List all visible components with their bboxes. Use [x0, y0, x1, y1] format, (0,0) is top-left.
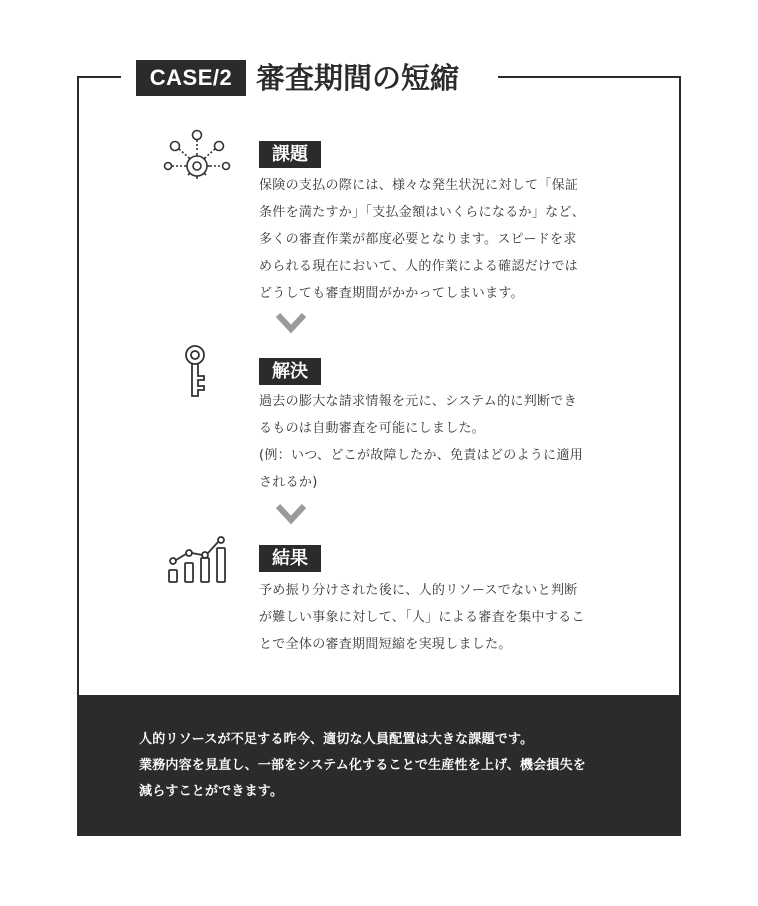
text-line: 多くの審査作業が都度必要となります。スピードを求 [259, 232, 577, 247]
text-line: 条件を満たすか」「支払金額はいくらになるか」など、 [259, 205, 586, 220]
section-body-issue [259, 172, 619, 307]
section-label-solution: 解決 [259, 358, 321, 385]
key-icon [183, 344, 211, 400]
text-line: とで全体の審査期間短縮を実現しました。 [259, 637, 512, 652]
case-badge: CASE/2 [136, 60, 246, 96]
text-line: が難しい事象に対して、「人」による審査を集中するこ [259, 610, 585, 625]
text-line: るものは自動審査を可能にしました。 [259, 421, 486, 436]
section-body-solution [259, 388, 619, 496]
chevron-down-icon [276, 312, 306, 334]
section-label-result: 結果 [259, 545, 321, 572]
footer-line: 減らすことができます。 [139, 784, 284, 799]
text-line: 保険の支払の際には、様々な発生状況に対して「保証 [259, 178, 579, 193]
footer-line: 人的リソースが不足する昨今、適切な人員配置は大きな課題です。 [139, 732, 534, 747]
bar-growth-icon [166, 534, 228, 584]
summary-footer [77, 695, 681, 836]
footer-line: 業務内容を見直し、一部をシステム化することで生産性を上げ、機会損失を [139, 758, 586, 773]
page-title: 審査期間の短縮 [256, 61, 460, 95]
text-line: 過去の膨大な請求情報を元に、システム的に判断でき [259, 394, 577, 409]
footer-text [139, 727, 639, 805]
network-gear-icon [163, 128, 231, 182]
text-line: められる現在において、人的作業による確認だけでは [259, 259, 578, 274]
section-label-issue: 課題 [259, 141, 321, 168]
text-line: されるか) [259, 475, 318, 490]
section-body-result [259, 577, 619, 658]
chevron-down-icon [276, 503, 306, 525]
text-line: どうしても審査期間がかかってしまいます。 [259, 286, 524, 301]
text-line: 予め振り分けされた後に、人的リソースでないと判断 [259, 583, 578, 598]
text-line: (例：いつ、どこが故障したか、免責はどのように適用 [259, 448, 584, 463]
